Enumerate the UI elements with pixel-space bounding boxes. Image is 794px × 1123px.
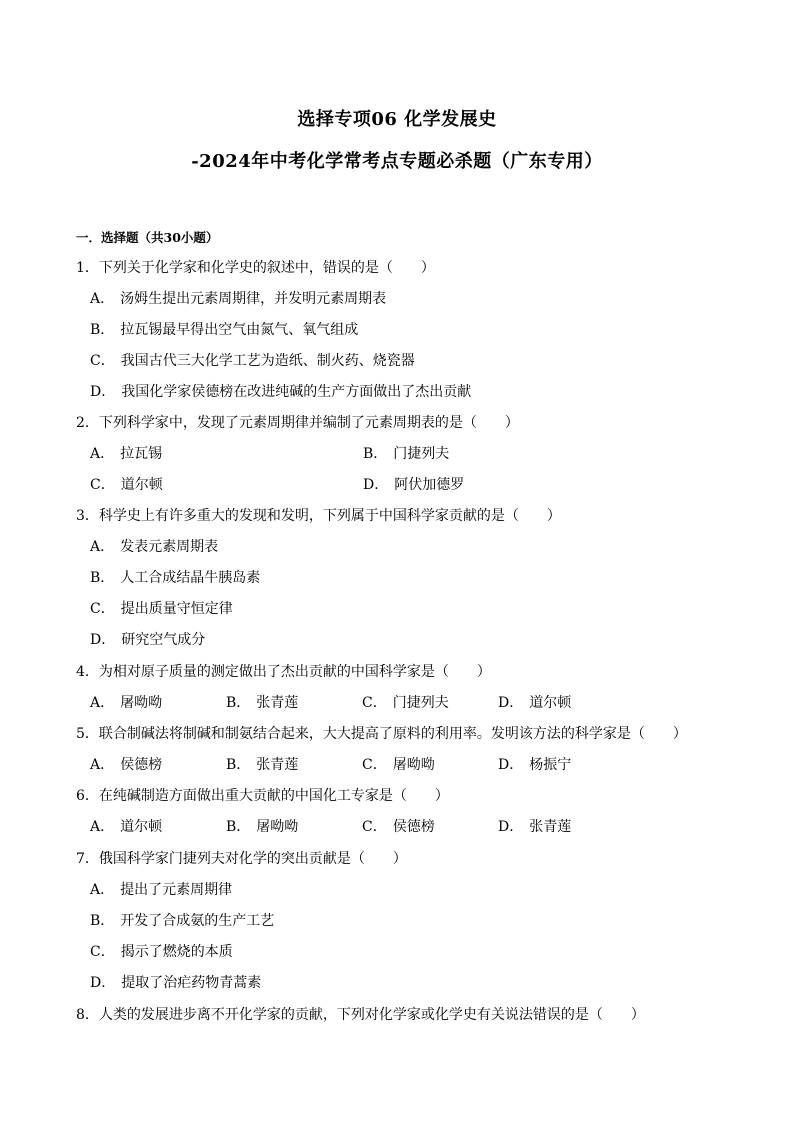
question-stem: 7．俄国科学家门捷列夫对化学的突出贡献是（ ） [76, 851, 407, 867]
option-d: D． 道尔顿 [498, 695, 572, 711]
option-c: C． 侯德榜 [362, 819, 435, 835]
section-heading: 一．选择题（共30小题） [76, 230, 219, 245]
option-b: B． 人工合成结晶牛胰岛素 [90, 570, 261, 586]
option-a: A． 发表元素周期表 [90, 539, 219, 555]
option-b: B． 张青莲 [226, 695, 299, 711]
option-b: B． 张青莲 [226, 757, 299, 773]
option-b: B． 拉瓦锡最早得出空气由氮气、氧气组成 [90, 322, 359, 338]
question-stem: 2．下列科学家中，发现了元素周期律并编制了元素周期表的是（ ） [76, 415, 519, 431]
option-a: A． 侯德榜 [90, 757, 163, 773]
option-d: D． 张青莲 [498, 819, 572, 835]
option-c: C． 我国古代三大化学工艺为造纸、制火药、烧瓷器 [90, 353, 415, 369]
option-c: C． 揭示了燃烧的本质 [90, 944, 233, 960]
page-title: 选择专项06 化学发展史 [297, 109, 497, 130]
question-7 [76, 849, 726, 1004]
question-6 [76, 786, 726, 848]
question-5 [76, 724, 726, 786]
option-c: C． 提出质量守恒定律 [90, 601, 233, 617]
option-b: B． 屠呦呦 [226, 819, 299, 835]
option-a: A． 道尔顿 [90, 819, 163, 835]
option-b: B． 开发了合成氨的生产工艺 [90, 913, 275, 929]
option-a: A． 汤姆生提出元素周期律，并发明元素周期表 [90, 291, 387, 307]
page-subtitle: -2024年中考化学常考点专题必杀题（广东专用） [191, 151, 603, 172]
option-d: D． 研究空气成分 [90, 632, 206, 648]
option-b: B． 门捷列夫 [363, 446, 450, 462]
question-stem: 6．在纯碱制造方面做出重大贡献的中国化工专家是（ ） [76, 788, 449, 804]
option-c: C． 屠呦呦 [362, 757, 435, 773]
option-d: D． 杨振宁 [498, 757, 572, 773]
option-c: C． 门捷列夫 [362, 695, 449, 711]
question-3 [76, 506, 726, 661]
question-stem: 5．联合制碱法将制碱和制氨结合起来，大大提高了原料的利用率。发明该方法的科学家是（ ） [76, 726, 687, 742]
question-8 [76, 1005, 726, 1036]
question-1 [76, 258, 726, 413]
question-stem: 4．为相对原子质量的测定做出了杰出贡献的中国科学家是（ ） [76, 664, 491, 680]
option-a: A． 拉瓦锡 [90, 446, 163, 462]
option-d: D． 提取了治疟药物青蒿素 [90, 975, 262, 991]
option-c: C． 道尔顿 [90, 477, 163, 493]
option-a: A． 屠呦呦 [90, 695, 163, 711]
option-d: D． 我国化学家侯德榜在改进纯碱的生产方面做出了杰出贡献 [90, 384, 472, 400]
question-2 [76, 413, 726, 506]
option-a: A． 提出了元素周期律 [90, 882, 233, 898]
question-stem: 3．科学史上有许多重大的发现和发明，下列属于中国科学家贡献的是（ ） [76, 508, 561, 524]
option-d: D． 阿伏加德罗 [363, 477, 465, 493]
question-stem: 1．下列关于化学家和化学史的叙述中，错误的是（ ） [76, 260, 435, 276]
question-4 [76, 662, 726, 724]
question-stem: 8．人类的发展进步离不开化学家的贡献，下列对化学家或化学史有关说法错误的是（ ） [76, 1007, 645, 1023]
